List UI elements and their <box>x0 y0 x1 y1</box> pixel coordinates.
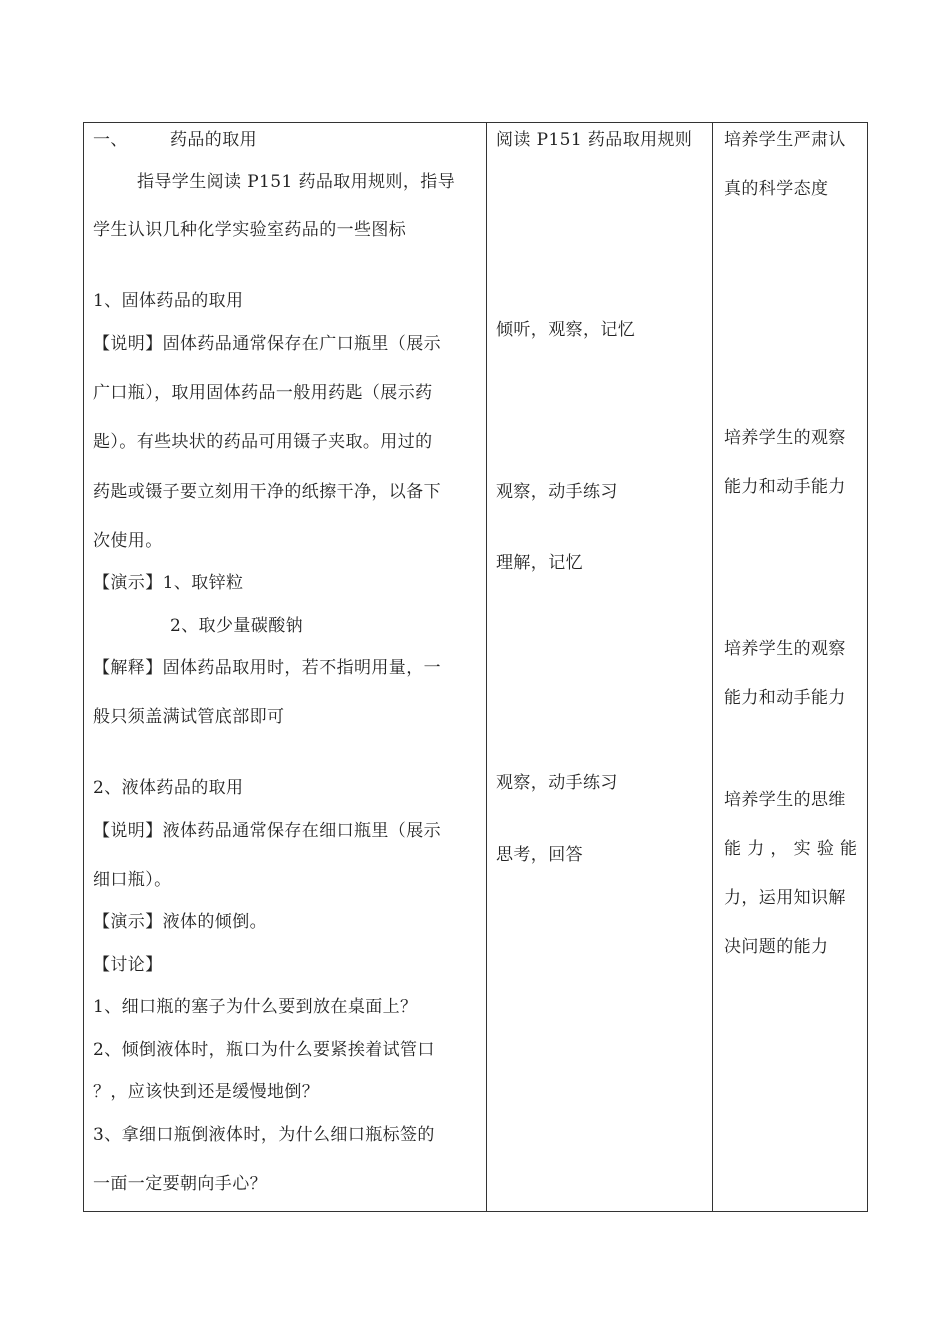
question-line: ？，应该快到还是缓慢地倒？ <box>93 1082 320 1102</box>
lesson-table <box>83 122 868 1212</box>
text-line: 【说明】液体药品通常保存在细口瓶里（展示 <box>93 821 441 841</box>
section-title: 药品的取用 <box>170 130 257 150</box>
subsection-title: 1、固体药品的取用 <box>93 291 244 311</box>
question-line: 一面一定要朝向手心？ <box>93 1174 267 1194</box>
intro-line: 指导学生阅读 P151 药品取用规则，指导 <box>137 172 456 192</box>
text-line: 【讨论】 <box>93 955 163 975</box>
student-activity: 观察，动手练习 <box>496 482 618 502</box>
text-line: 细口瓶）。 <box>93 870 172 890</box>
subsection-title: 2、液体药品的取用 <box>93 778 244 798</box>
design-intent: 能力和动手能力 <box>724 688 846 708</box>
student-activity: 思考，回答 <box>496 845 583 865</box>
design-intent: 培养学生的思维 <box>724 790 846 810</box>
student-activity: 理解，记忆 <box>496 553 583 573</box>
design-intent: 力，运用知识解 <box>724 888 846 908</box>
design-intent: 真的科学态度 <box>724 179 829 199</box>
section-number: 一、 <box>93 130 128 150</box>
question-line: 1、细口瓶的塞子为什么要到放在桌面上？ <box>93 997 418 1017</box>
teaching-content-column <box>93 123 483 1211</box>
column-divider <box>486 123 487 1211</box>
text-line: 广口瓶），取用固体药品一般用药匙（展示药 <box>93 383 433 403</box>
design-intent: 培养学生严肃认 <box>724 130 846 150</box>
design-intent: 培养学生的观察 <box>724 639 846 659</box>
text-line: 般只须盖满试管底部即可 <box>93 707 285 727</box>
design-intent: 培养学生的观察 <box>724 428 846 448</box>
design-intent: 能 力 ， 实 验 能 <box>724 839 858 859</box>
column-divider <box>712 123 713 1211</box>
design-intent: 决问题的能力 <box>724 937 829 957</box>
text-line: 【解释】固体药品取用时，若不指明用量，一 <box>93 658 441 678</box>
text-line: 【说明】固体药品通常保存在广口瓶里（展示 <box>93 334 441 354</box>
question-line: 2、倾倒液体时，瓶口为什么要紧挨着试管口 <box>93 1040 435 1060</box>
text-line: 【演示】1、取锌粒 <box>93 573 244 593</box>
design-intent: 能力和动手能力 <box>724 477 846 497</box>
student-activity-column <box>496 123 706 1211</box>
student-activity: 倾听，观察，记忆 <box>496 320 636 340</box>
student-activity: 阅读 P151 药品取用规则 <box>496 130 693 150</box>
design-intent-column <box>724 123 864 1211</box>
text-line: 2、取少量碳酸钠 <box>170 616 304 636</box>
text-line: 匙）。有些块状的药品可用镊子夹取。用过的 <box>93 432 433 452</box>
text-line: 【演示】液体的倾倒。 <box>93 912 267 932</box>
text-line: 药匙或镊子要立刻用干净的纸擦干净，以备下 <box>93 482 441 502</box>
text-line: 次使用。 <box>93 531 163 551</box>
question-line: 3、拿细口瓶倒液体时，为什么细口瓶标签的 <box>93 1125 435 1145</box>
student-activity: 观察，动手练习 <box>496 773 618 793</box>
intro-line: 学生认识几种化学实验室药品的一些图标 <box>93 220 407 240</box>
